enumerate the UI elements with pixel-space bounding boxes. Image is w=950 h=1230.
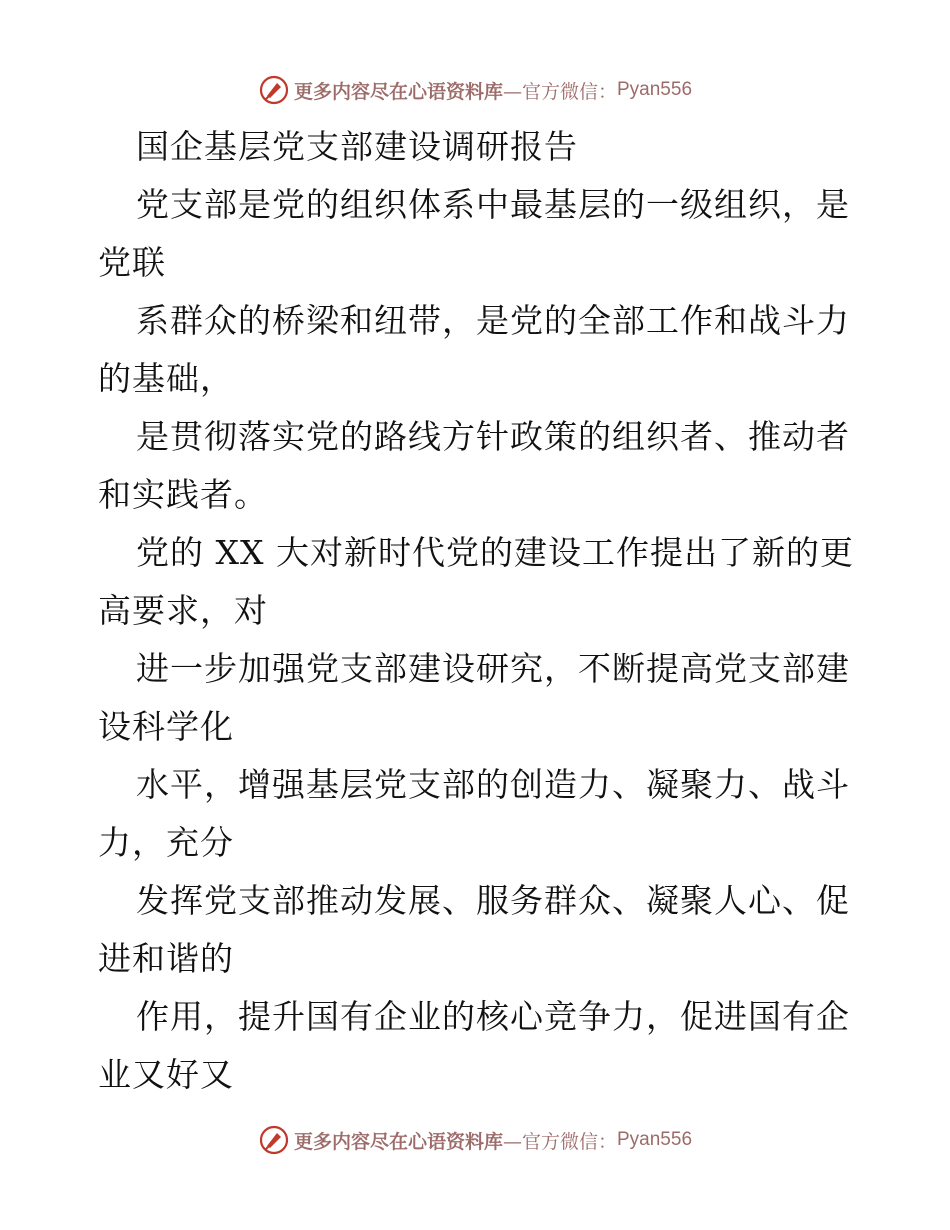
- paragraph-line: 力，充分: [98, 823, 234, 862]
- paragraph-line: 进和谐的: [98, 939, 234, 978]
- watermark-title: 更多内容尽在心语资料库: [293, 1130, 503, 1153]
- paragraph-line: 系群众的桥梁和纽带，是党的全部工作和战斗力: [136, 301, 850, 340]
- header-watermark: [0, 70, 950, 110]
- paragraph-line: 高要求，对: [98, 591, 268, 630]
- paragraph-line: 作用，提升国有企业的核心竞争力，促进国有企: [136, 997, 850, 1036]
- paragraph-line: 发挥党支部推动发展、服务群众、凝聚人心、促: [136, 881, 850, 920]
- document-title: 国企基层党支部建设调研报告: [136, 127, 578, 166]
- watermark-title: 更多内容尽在心语资料库: [293, 80, 503, 103]
- paragraph-line: 是贯彻落实党的路线方针政策的组织者、推动者: [136, 417, 850, 456]
- paragraph-line: 水平，增强基层党支部的创造力、凝聚力、战斗: [136, 765, 850, 804]
- document-body: [98, 118, 858, 1104]
- pen-nib-logo-icon: [258, 1124, 290, 1156]
- paragraph-line: 党的 XX 大对新时代党的建设工作提出了新的更: [136, 533, 854, 572]
- paragraph-line: 党支部是党的组织体系中最基层的一级组织，是: [136, 185, 850, 224]
- watermark-wechat-id: Pyan556: [617, 1129, 693, 1150]
- paragraph-line: 设科学化: [98, 707, 234, 746]
- paragraph-line: 业又好又: [98, 1055, 234, 1094]
- paragraph-line: 进一步加强党支部建设研究，不断提高党支部建: [136, 649, 850, 688]
- watermark-wechat-label: —官方微信：: [502, 1130, 617, 1153]
- paragraph-line: 的基础，: [98, 359, 234, 398]
- watermark-wechat-id: Pyan556: [617, 79, 693, 100]
- pen-nib-logo-icon: [258, 74, 290, 106]
- paragraph-line: 党联: [98, 243, 166, 282]
- paragraph-line: 和实践者。: [98, 475, 268, 514]
- watermark-wechat-label: —官方微信：: [502, 80, 617, 103]
- footer-watermark: [0, 1120, 950, 1160]
